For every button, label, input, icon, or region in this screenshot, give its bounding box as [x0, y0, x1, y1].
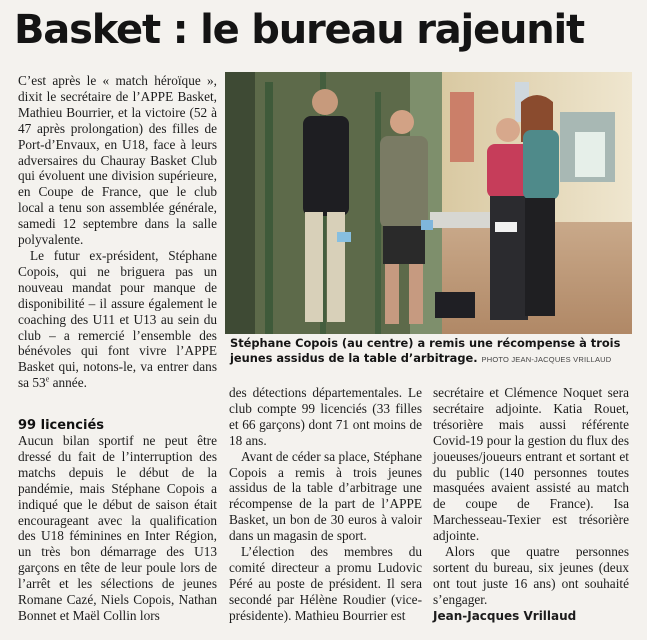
article-photo	[225, 72, 632, 334]
caption-text: Stéphane Copois (au centre) a remis une récompense à trois jeunes assidus de la table d’arbitrage.	[230, 336, 621, 365]
byline: Jean-Jacques Vrillaud	[433, 608, 577, 623]
ordinal-suffix: e	[45, 374, 50, 384]
article-column-1-bottom	[18, 433, 217, 624]
paragraph-recompense: Avant de céder sa place, Stéphane Copois a remis à trois jeunes assidus de la table d’arbitrage une récompense de la part de l’APPE Basket, un bon de 30 euros à valoir dans un magasin de sport.	[229, 448, 422, 544]
article-column-3	[433, 385, 629, 624]
headline: Basket : le bureau rajeunit	[14, 7, 584, 53]
photo-caption	[230, 336, 630, 367]
photo-credit: PHOTO JEAN-JACQUES VRILLAUD	[481, 355, 612, 364]
paragraph-bureau: secrétaire et Clémence Noquet sera secrétaire adjointe. Katia Rouet, trésorière mais aussi référente Covid-19 pour la gestion du flux des joueuses/joueurs entrant et sortant et du public (140 personnes toutes masquées avaient assisté au match de coupe de France). Isa Marchesseau-Texier est trésorière adjointe.	[433, 385, 629, 544]
paragraph-licencies: des détections départementales. Le club compte 99 licenciés (33 filles et 66 garçons) dont 71 ont moins de 18 ans.	[229, 385, 422, 448]
paragraph-president	[18, 248, 217, 391]
photo-illustration	[225, 72, 632, 334]
paragraph-president-text: Le futur ex-président, Stéphane Copois, qui ne briguera pas un nouveau mandat pour manque de disponibilité – il assure également le coaching des U11 et U13 au sein du club – a remercié l’ensemble des bénévoles qui font vivre l’APPE Basket qui, notons-le, va entrer dans sa 53	[18, 247, 217, 391]
paragraph-intro: C’est après le « match héroïque », dixit le secrétaire de l’APPE Basket, Mathieu Bourrier, et la victoire (52 à 47 après prolongation) des filles de Port-d’Envaux, en U18, face à leurs adversaires du Chauray Basket Club qui évoluent une division supérieure, en Coupe de France, que le club local a tenu son assemblée générale, samedi 12 septembre dans la salle polyvalente.	[18, 73, 217, 248]
article-column-2	[229, 385, 422, 624]
paragraph-bilan: Aucun bilan sportif ne peut être dressé du fait de l’interruption des matchs depuis le début de la pandémie, mais Stéphane Copois a indiqué que le début de saison était encourageant avec la qualification des U18 féminines en Inter Région, un très bon démarrage des U13 garçons en tête de leur poule lors de l’arrêt et les sélections de jeunes Romane Cazé, Niels Copois, Nathan Bonnet et Maël Collin lors	[18, 433, 217, 623]
paragraph-president-end: année.	[49, 375, 87, 391]
paragraph-election: L’élection des membres du comité directeur a promu Ludovic Péré au poste de président. Il sera secondé par Hélène Roudier (vice-présidente). Mathieu Bourrier est	[229, 544, 422, 623]
paragraph-jeunes: Alors que quatre personnes sortent du bureau, six jeunes (deux ont tout juste 16 ans) ont souhaité s’engager.	[433, 544, 629, 607]
subhead: 99 licenciés	[18, 418, 105, 433]
subhead-block	[18, 418, 217, 434]
article-column-1-top	[18, 73, 217, 391]
